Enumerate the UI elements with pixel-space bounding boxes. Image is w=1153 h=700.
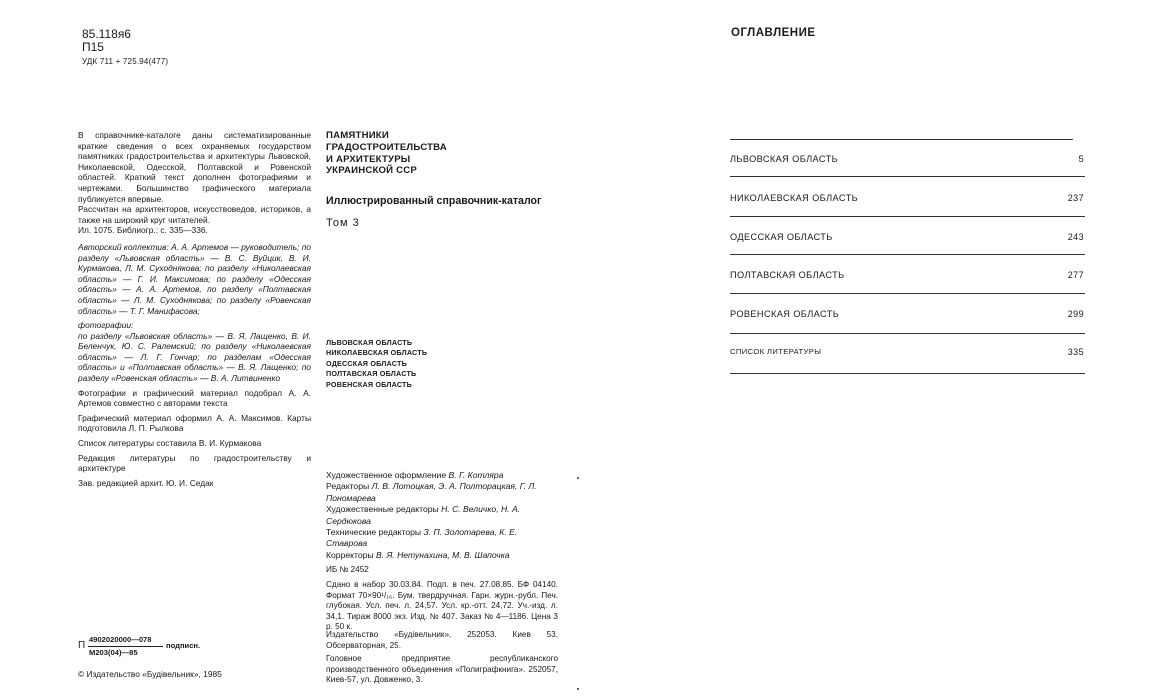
credit-role: Художественное оформление — [326, 470, 447, 480]
regions-list — [326, 338, 427, 390]
credits-block — [326, 470, 556, 561]
udk-code: УДК 711 + 725.94(477) — [82, 57, 169, 66]
toc-title: ОГЛАВЛЕНИЕ — [731, 27, 816, 39]
authors-text: Авторский коллектив: А. А. Артемов — руководитель; по разделу «Львовская область» — В. С. Вуйцик, В. И. Курмакова, Л. М. Суходнякова; по разделу «Николаевская область» — Г. И. Максимова; по разделу «Одесская область» — А. А. Артемов, по разделу «Полтавская область» — Л. М. Суходнякова; по разделу «Ровенская область» — Т. Г. Манифасова; — [78, 241, 311, 316]
price-numerator: 4902020000—078 — [89, 635, 152, 644]
region-item: НИКОЛАЕВСКАЯ ОБЛАСТЬ — [326, 348, 428, 358]
toc-entry-label: ПОЛТАВСКАЯ ОБЛАСТЬ — [730, 270, 845, 280]
credit-line — [326, 470, 556, 481]
graphics-text: Графический материал оформил А. А. Максимов. Карты подготовила Л. П. Рылкова — [78, 412, 311, 434]
print-info: Сдано в набор 30.03.84. Подп. в печ. 27.08.85. БФ 04140. Формат 70×90¹/₁₆. Бум. твердручная. Гарн. журн.-рубл. Печ. глубокая. Усл. печ. л. 24,57. Усл. кр.-отт. 24,72. Уч.-изд. л. 34,1. Тираж 8000 экз. Изд. № 407. Заказ № 4—1186. Цена 3 р. 50 к. — [326, 580, 558, 632]
credit-names: В. Г. Котляра — [448, 470, 504, 480]
print-mark — [577, 688, 579, 690]
toc-divider — [730, 293, 1085, 294]
title-line: И АРХИТЕКТУРЫ — [326, 153, 411, 165]
printer-info: Головное предприятие республиканского производственного объединения «Полиграфкнига». 252057, Киев-57, ул. Довженко, 3. — [326, 654, 558, 685]
credit-names: В. Я. Нетунахина, М. В. Шапочка — [375, 549, 510, 560]
illustrations-text: Ил. 1075. Библиогр.: с. 335—336. — [78, 225, 208, 236]
credit-role: Художественные редакторы — [326, 504, 439, 515]
title-line: УКРАИНСКОЙ ССР — [326, 165, 417, 177]
ib-number: ИБ № 2452 — [326, 565, 369, 574]
editorial-text: Редакция литературы по градостроительству и архитектуре — [78, 452, 311, 474]
title-line: ПАМЯТНИКИ — [326, 130, 389, 141]
credit-names: З. П. Золотарева, К. Е. Ставрова — [326, 527, 518, 549]
toc-entry-label: ОДЕССКАЯ ОБЛАСТЬ — [730, 232, 833, 242]
region-item: ОДЕССКАЯ ОБЛАСТЬ — [326, 358, 407, 368]
price-denominator: М203(04)—85 — [89, 648, 138, 657]
region-item: ЛЬВОВСКАЯ ОБЛАСТЬ — [326, 338, 413, 347]
price-letter: П — [78, 640, 86, 651]
toc-divider — [730, 139, 1073, 140]
credit-role: Технические редакторы — [326, 527, 422, 538]
publisher-info: Издательство «Будівельник». 252053. Киев 53, Обсерваторная, 25. — [326, 630, 558, 650]
annotation-text: В справочнике-каталоге даны систематизированные краткие сведения о всех охраняемых государством памятниках градостроительства и архитектуры Львовской, Николаевской, Одесской, Полтавской и Ровенской областей. Краткий текст дополнен фотографиями и чертежами. Большинство графического материала публикуется впервые. — [78, 130, 311, 204]
toc-entry-label: РОВЕНСКАЯ ОБЛАСТЬ — [730, 309, 840, 319]
credit-role: Редакторы — [326, 481, 370, 492]
toc-entry-page: 335 — [1067, 347, 1084, 357]
book-subtitle: Иллюстрированный справочник-каталог — [326, 195, 542, 207]
toc-divider — [730, 216, 1085, 217]
toc-divider — [730, 254, 1085, 255]
credit-line — [326, 481, 556, 504]
toc-entry-page: 237 — [1067, 193, 1084, 203]
credit-names: Н. С. Величко, Н. А. Сердюкова — [326, 504, 521, 526]
credit-line — [326, 527, 556, 550]
toc-divider — [730, 176, 1085, 177]
copyright-line: © Издательство «Будівельник», 1985 — [78, 669, 222, 679]
credit-role: Корректоры — [326, 549, 374, 560]
bbk-code: 85.118я6 — [82, 27, 131, 41]
toc-entry-label: ЛЬВОВСКАЯ ОБЛАСТЬ — [730, 154, 839, 164]
toc-entry-page: 5 — [1078, 154, 1084, 164]
price-suffix: подписн. — [166, 641, 201, 650]
audience-text: Рассчитан на архитекторов, искусствоведов, историков, а также на широкий круг читателей. — [78, 204, 311, 225]
print-mark — [577, 477, 579, 479]
head-editor-text: Зав. редакцией архит. Ю. И. Седак — [78, 477, 214, 488]
toc-divider — [730, 373, 1085, 374]
credit-line — [326, 550, 556, 561]
volume-label: Том 3 — [326, 217, 360, 229]
toc-entry-label: НИКОЛАЕВСКАЯ ОБЛАСТЬ — [730, 193, 859, 203]
title-line: ГРАДОСТРОИТЕЛЬСТВА — [326, 141, 447, 153]
price-fraction-line — [88, 646, 163, 647]
toc-entry-page: 299 — [1067, 309, 1084, 319]
photo-credits: по разделу «Львовская область» — В. Я. Лащенко, В. И. Беленчук, Ю. С. Ралемский; по разделу «Николаевская область» — Л. Г. Гончар; по разделам «Одесская область» и «Полтавская область» — В. Я. Лащенко; по разделу «Ровенская область» — В. А. Литвиненко — [78, 330, 311, 384]
credit-line — [326, 504, 556, 527]
toc-entry-label: СПИСОК ЛИТЕРАТУРЫ — [730, 347, 822, 356]
region-item: ПОЛТАВСКАЯ ОБЛАСТЬ — [326, 369, 417, 379]
toc-entry-page: 277 — [1067, 270, 1084, 280]
toc-entry-page: 243 — [1067, 232, 1084, 242]
author-sign: П15 — [82, 40, 104, 54]
region-item: РОВЕНСКАЯ ОБЛАСТЬ — [326, 379, 412, 389]
book-title — [326, 130, 447, 177]
selection-text: Фотографии и графический материал подобрал А. А. Артемов совместно с авторами текста — [78, 387, 311, 409]
credit-names: Л. В. Лотоцкая, Э. А. Полторацкая, Г. Л. Пономарева — [326, 481, 537, 503]
imprint-block — [78, 130, 311, 492]
toc-divider — [730, 333, 1085, 334]
photo-heading: фотографии: — [78, 320, 134, 331]
bibliography-credit: Список литературы составила В. И. Курмакова — [78, 438, 262, 449]
